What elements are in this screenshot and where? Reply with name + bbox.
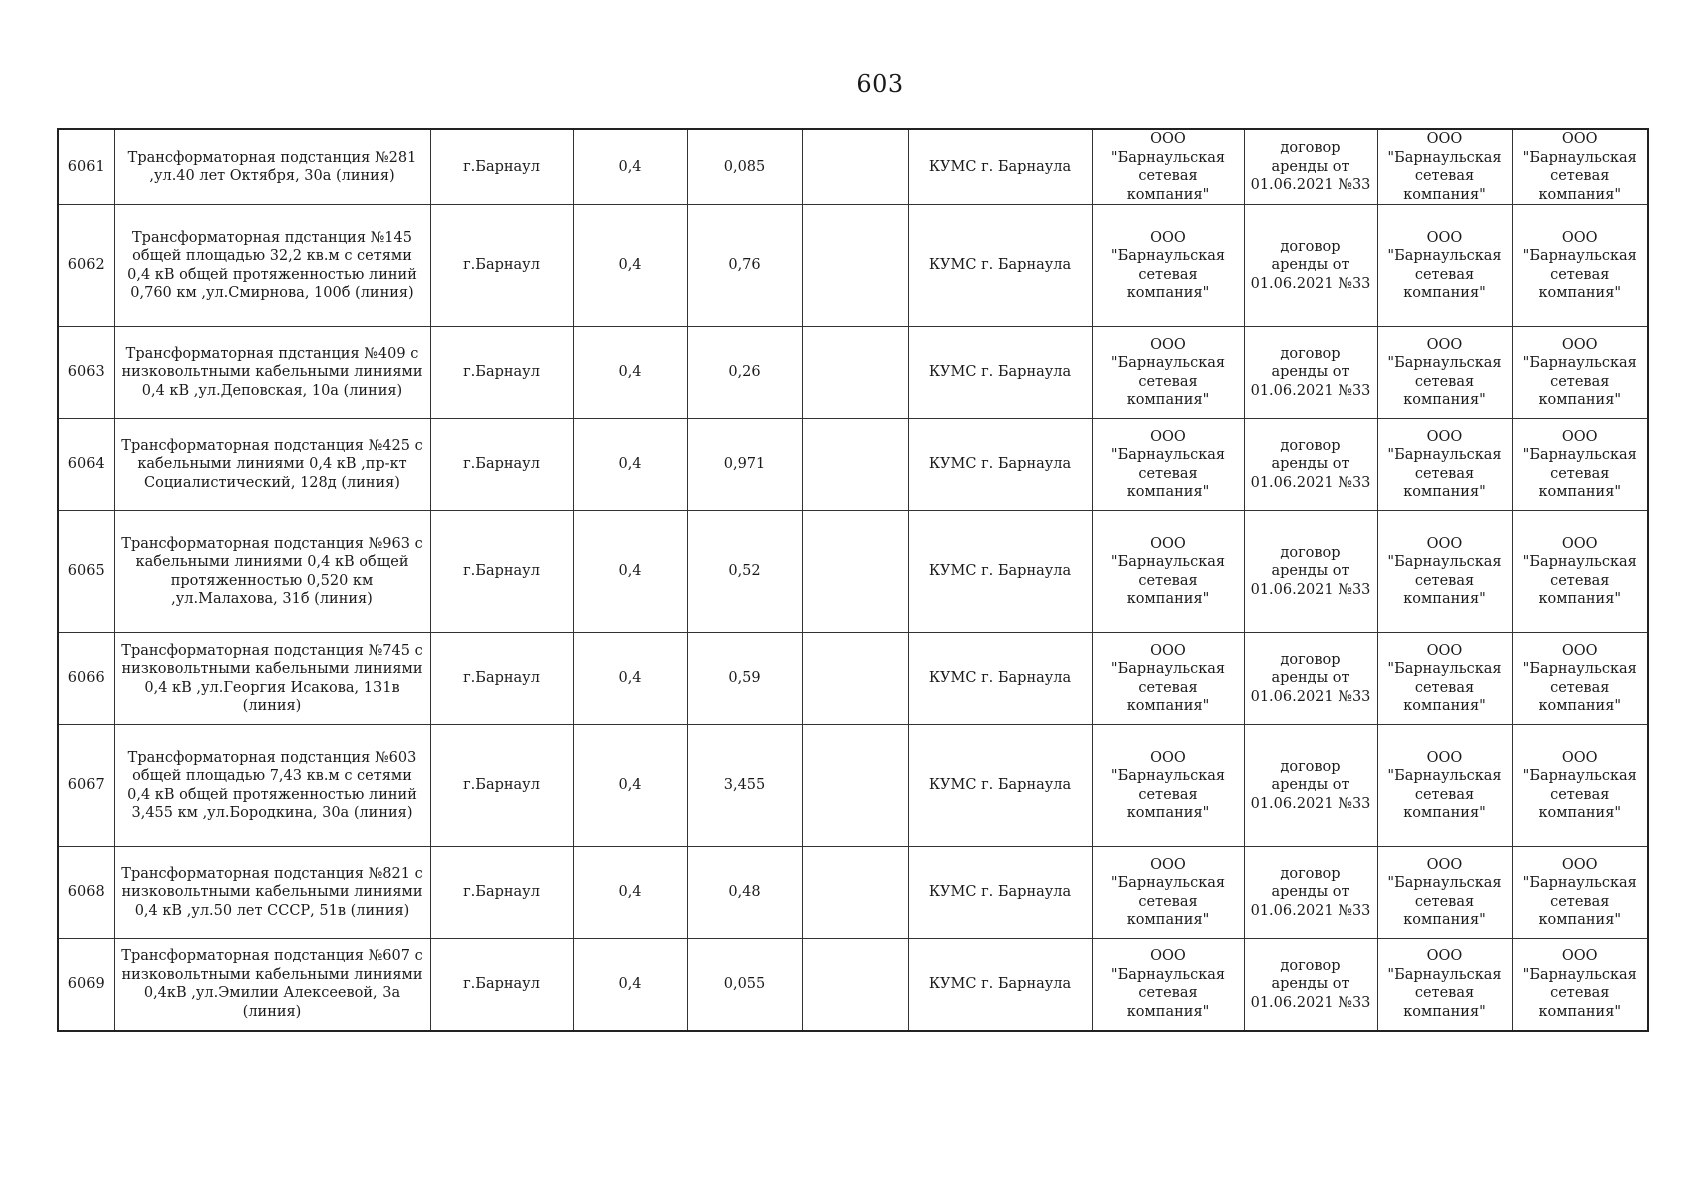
row-number-cell: 6062 — [58, 205, 114, 327]
user-org-cell: ООО "Барнаульская сетевая компания" — [1512, 129, 1648, 205]
city-cell: г.Барнаул — [430, 939, 573, 1031]
owner-cell: КУМС г. Барнаула — [908, 939, 1092, 1031]
line-length-cell: 0,085 — [687, 129, 802, 205]
table-row — [58, 511, 1648, 633]
line-length-cell: 0,76 — [687, 205, 802, 327]
holder-org-cell: ООО "Барнаульская сетевая компания" — [1377, 847, 1512, 939]
owner-cell: КУМС г. Барнаула — [908, 327, 1092, 419]
empty-cell — [802, 419, 908, 511]
user-org-cell: ООО "Барнаульская сетевая компания" — [1512, 327, 1648, 419]
contract-cell: договор аренды от 01.06.2021 №33 — [1244, 205, 1377, 327]
row-number-cell: 6068 — [58, 847, 114, 939]
object-description-cell: Трансформаторная пдстанция №409 с низковольтными кабельными линиями 0,4 кВ ,ул.Деповская, 10а (линия) — [114, 327, 430, 419]
line-length-cell: 0,055 — [687, 939, 802, 1031]
voltage-cell: 0,4 — [573, 129, 687, 205]
line-length-cell: 0,52 — [687, 511, 802, 633]
holder-org-cell: ООО "Барнаульская сетевая компания" — [1377, 725, 1512, 847]
city-cell: г.Барнаул — [430, 205, 573, 327]
page-number: 603 — [856, 70, 904, 98]
city-cell: г.Барнаул — [430, 633, 573, 725]
holder-org-cell: ООО "Барнаульская сетевая компания" — [1377, 939, 1512, 1031]
voltage-cell: 0,4 — [573, 633, 687, 725]
table-row — [58, 205, 1648, 327]
table-body — [58, 129, 1648, 1031]
empty-cell — [802, 205, 908, 327]
city-cell: г.Барнаул — [430, 129, 573, 205]
object-description-cell: Трансформаторная подстанция №821 с низковольтными кабельными линиями 0,4 кВ ,ул.50 лет СССР, 51в (линия) — [114, 847, 430, 939]
contract-cell: договор аренды от 01.06.2021 №33 — [1244, 847, 1377, 939]
contract-cell: договор аренды от 01.06.2021 №33 — [1244, 633, 1377, 725]
voltage-cell: 0,4 — [573, 847, 687, 939]
object-description-cell: Трансформаторная подстанция №607 с низковольтными кабельными линиями 0,4кВ ,ул.Эмилии Алексеевой, 3а (линия) — [114, 939, 430, 1031]
holder-org-cell: ООО "Барнаульская сетевая компания" — [1377, 205, 1512, 327]
holder-org-cell: ООО "Барнаульская сетевая компания" — [1377, 511, 1512, 633]
table-row — [58, 939, 1648, 1031]
city-cell: г.Барнаул — [430, 419, 573, 511]
operator-org-cell: ООО "Барнаульская сетевая компания" — [1092, 205, 1244, 327]
line-length-cell: 0,971 — [687, 419, 802, 511]
operator-org-cell: ООО "Барнаульская сетевая компания" — [1092, 725, 1244, 847]
table-row — [58, 847, 1648, 939]
user-org-cell: ООО "Барнаульская сетевая компания" — [1512, 847, 1648, 939]
row-number-cell: 6061 — [58, 129, 114, 205]
contract-cell: договор аренды от 01.06.2021 №33 — [1244, 511, 1377, 633]
voltage-cell: 0,4 — [573, 939, 687, 1031]
contract-cell: договор аренды от 01.06.2021 №33 — [1244, 129, 1377, 205]
table-row — [58, 725, 1648, 847]
row-number-cell: 6063 — [58, 327, 114, 419]
voltage-cell: 0,4 — [573, 327, 687, 419]
object-description-cell: Трансформаторная подстанция №281 ,ул.40 лет Октября, 30а (линия) — [114, 129, 430, 205]
object-description-cell: Трансформаторная подстанция №603 общей площадью 7,43 кв.м с сетями 0,4 кВ общей протяженностью линий 3,455 км ,ул.Бородкина, 30а (линия) — [114, 725, 430, 847]
contract-cell: договор аренды от 01.06.2021 №33 — [1244, 327, 1377, 419]
object-description-cell: Трансформаторная подстанция №963 с кабельными линиями 0,4 кВ общей протяженностью 0,520 км ,ул.Малахова, 31б (линия) — [114, 511, 430, 633]
user-org-cell: ООО "Барнаульская сетевая компания" — [1512, 419, 1648, 511]
table-row — [58, 327, 1648, 419]
object-description-cell: Трансформаторная пдстанция №145 общей площадью 32,2 кв.м с сетями 0,4 кВ общей протяженностью линий 0,760 км ,ул.Смирнова, 100б (линия) — [114, 205, 430, 327]
operator-org-cell: ООО "Барнаульская сетевая компания" — [1092, 939, 1244, 1031]
empty-cell — [802, 939, 908, 1031]
empty-cell — [802, 129, 908, 205]
property-registry-table — [57, 128, 1649, 1032]
row-number-cell: 6065 — [58, 511, 114, 633]
row-number-cell: 6067 — [58, 725, 114, 847]
table-row — [58, 129, 1648, 205]
row-number-cell: 6069 — [58, 939, 114, 1031]
line-length-cell: 0,48 — [687, 847, 802, 939]
row-number-cell: 6066 — [58, 633, 114, 725]
voltage-cell: 0,4 — [573, 511, 687, 633]
user-org-cell: ООО "Барнаульская сетевая компания" — [1512, 939, 1648, 1031]
voltage-cell: 0,4 — [573, 419, 687, 511]
table-row — [58, 419, 1648, 511]
owner-cell: КУМС г. Барнаула — [908, 129, 1092, 205]
empty-cell — [802, 633, 908, 725]
empty-cell — [802, 511, 908, 633]
user-org-cell: ООО "Барнаульская сетевая компания" — [1512, 205, 1648, 327]
operator-org-cell: ООО "Барнаульская сетевая компания" — [1092, 327, 1244, 419]
operator-org-cell: ООО "Барнаульская сетевая компания" — [1092, 633, 1244, 725]
line-length-cell: 3,455 — [687, 725, 802, 847]
holder-org-cell: ООО "Барнаульская сетевая компания" — [1377, 419, 1512, 511]
contract-cell: договор аренды от 01.06.2021 №33 — [1244, 419, 1377, 511]
object-description-cell: Трансформаторная подстанция №745 с низковольтными кабельными линиями 0,4 кВ ,ул.Георгия Исакова, 131в (линия) — [114, 633, 430, 725]
owner-cell: КУМС г. Барнаула — [908, 633, 1092, 725]
holder-org-cell: ООО "Барнаульская сетевая компания" — [1377, 129, 1512, 205]
city-cell: г.Барнаул — [430, 725, 573, 847]
user-org-cell: ООО "Барнаульская сетевая компания" — [1512, 633, 1648, 725]
row-number-cell: 6064 — [58, 419, 114, 511]
owner-cell: КУМС г. Барнаула — [908, 725, 1092, 847]
city-cell: г.Барнаул — [430, 327, 573, 419]
voltage-cell: 0,4 — [573, 725, 687, 847]
user-org-cell: ООО "Барнаульская сетевая компания" — [1512, 511, 1648, 633]
owner-cell: КУМС г. Барнаула — [908, 511, 1092, 633]
line-length-cell: 0,59 — [687, 633, 802, 725]
voltage-cell: 0,4 — [573, 205, 687, 327]
operator-org-cell: ООО "Барнаульская сетевая компания" — [1092, 847, 1244, 939]
operator-org-cell: ООО "Барнаульская сетевая компания" — [1092, 511, 1244, 633]
holder-org-cell: ООО "Барнаульская сетевая компания" — [1377, 633, 1512, 725]
contract-cell: договор аренды от 01.06.2021 №33 — [1244, 939, 1377, 1031]
table-row — [58, 633, 1648, 725]
city-cell: г.Барнаул — [430, 511, 573, 633]
holder-org-cell: ООО "Барнаульская сетевая компания" — [1377, 327, 1512, 419]
operator-org-cell: ООО "Барнаульская сетевая компания" — [1092, 419, 1244, 511]
object-description-cell: Трансформаторная подстанция №425 с кабельными линиями 0,4 кВ ,пр-кт Социалистический, 128д (линия) — [114, 419, 430, 511]
owner-cell: КУМС г. Барнаула — [908, 205, 1092, 327]
owner-cell: КУМС г. Барнаула — [908, 419, 1092, 511]
user-org-cell: ООО "Барнаульская сетевая компания" — [1512, 725, 1648, 847]
operator-org-cell: ООО "Барнаульская сетевая компания" — [1092, 129, 1244, 205]
empty-cell — [802, 725, 908, 847]
line-length-cell: 0,26 — [687, 327, 802, 419]
empty-cell — [802, 847, 908, 939]
empty-cell — [802, 327, 908, 419]
city-cell: г.Барнаул — [430, 847, 573, 939]
contract-cell: договор аренды от 01.06.2021 №33 — [1244, 725, 1377, 847]
owner-cell: КУМС г. Барнаула — [908, 847, 1092, 939]
